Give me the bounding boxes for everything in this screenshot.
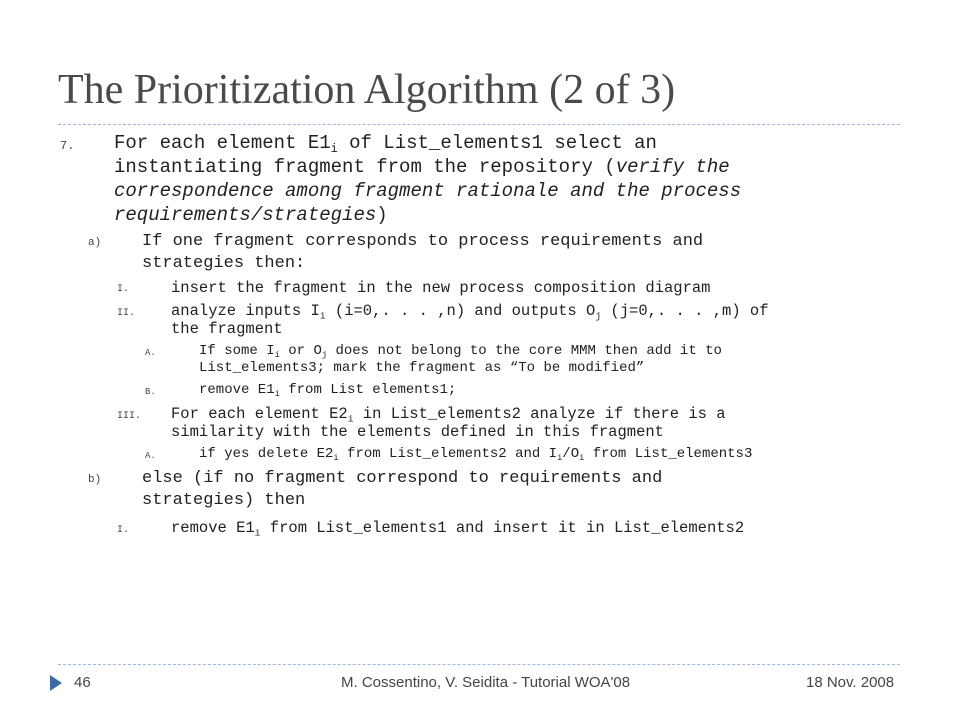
item-a-i-text: insert the fragment in the new process composition diagram	[171, 279, 711, 297]
item-a-ii-B-text: remove $E1_i$ from List elements1;	[199, 382, 457, 400]
list-marker: A.	[145, 348, 156, 358]
item-a-ii-A-line-2: List_elements3; mark the fragment as “To be modified”	[199, 360, 645, 376]
item-a-ii-line-2: the fragment	[171, 320, 283, 338]
step-7-line-2: instantiating fragment from the repository (verify the	[114, 156, 730, 178]
item-b-line-2: strategies) then	[142, 491, 306, 510]
item-a-iii-line-1: For each element $E2_i$ in List_elements2 analyze if there is a	[171, 405, 726, 425]
list-marker: B.	[145, 387, 156, 397]
list-marker: A.	[145, 451, 156, 461]
item-a-line-2: strategies then:	[142, 254, 306, 273]
list-marker: b)	[88, 474, 102, 486]
play-arrow-icon	[50, 675, 62, 691]
page-title: The Prioritization Algorithm (2 of 3)	[58, 67, 676, 113]
item-a-ii-A-line-1: If some $I_i$ or $O_j$ does not belong to the core MMM then add it to	[199, 343, 722, 361]
list-marker: II.	[117, 308, 136, 319]
item-a-ii-line-1: analyze inputs $I_i$ (i=0,. . . ,n) and outputs $O_j$ (j=0,. . . ,m) of	[171, 302, 769, 322]
page-number: 46	[74, 674, 91, 691]
list-marker: I.	[117, 284, 130, 295]
footer-authors: M. Cossentino, V. Seidita - Tutorial WOA'08	[341, 674, 631, 691]
list-marker: III.	[117, 411, 142, 422]
item-a-iii-line-2: similarity with the elements defined in this fragment	[171, 423, 664, 441]
step-7-line-1: For each element $E1_i$ of List_elements1 select an	[114, 132, 657, 157]
item-a-iii-A-text: if yes delete $E2_i$ from List_elements2 and $I_i/O_i$ from List_elements3	[199, 446, 753, 464]
step-7-line-4: requirements/strategies)	[114, 204, 388, 226]
footer-divider	[58, 664, 900, 665]
item-a-line-1: If one fragment corresponds to process requirements and	[142, 232, 704, 251]
list-marker: 7.	[60, 139, 75, 153]
list-marker: I.	[117, 525, 130, 536]
step-7-line-3: correspondence among fragment rationale and the process	[114, 180, 742, 202]
item-b-i-text: remove $E1_i$ from List_elements1 and insert it in List_elements2	[171, 519, 745, 539]
footer-date: 18 Nov. 2008	[806, 674, 895, 691]
item-b-line-1: else (if no fragment correspond to requirements and	[142, 469, 663, 488]
list-marker: a)	[88, 237, 102, 249]
